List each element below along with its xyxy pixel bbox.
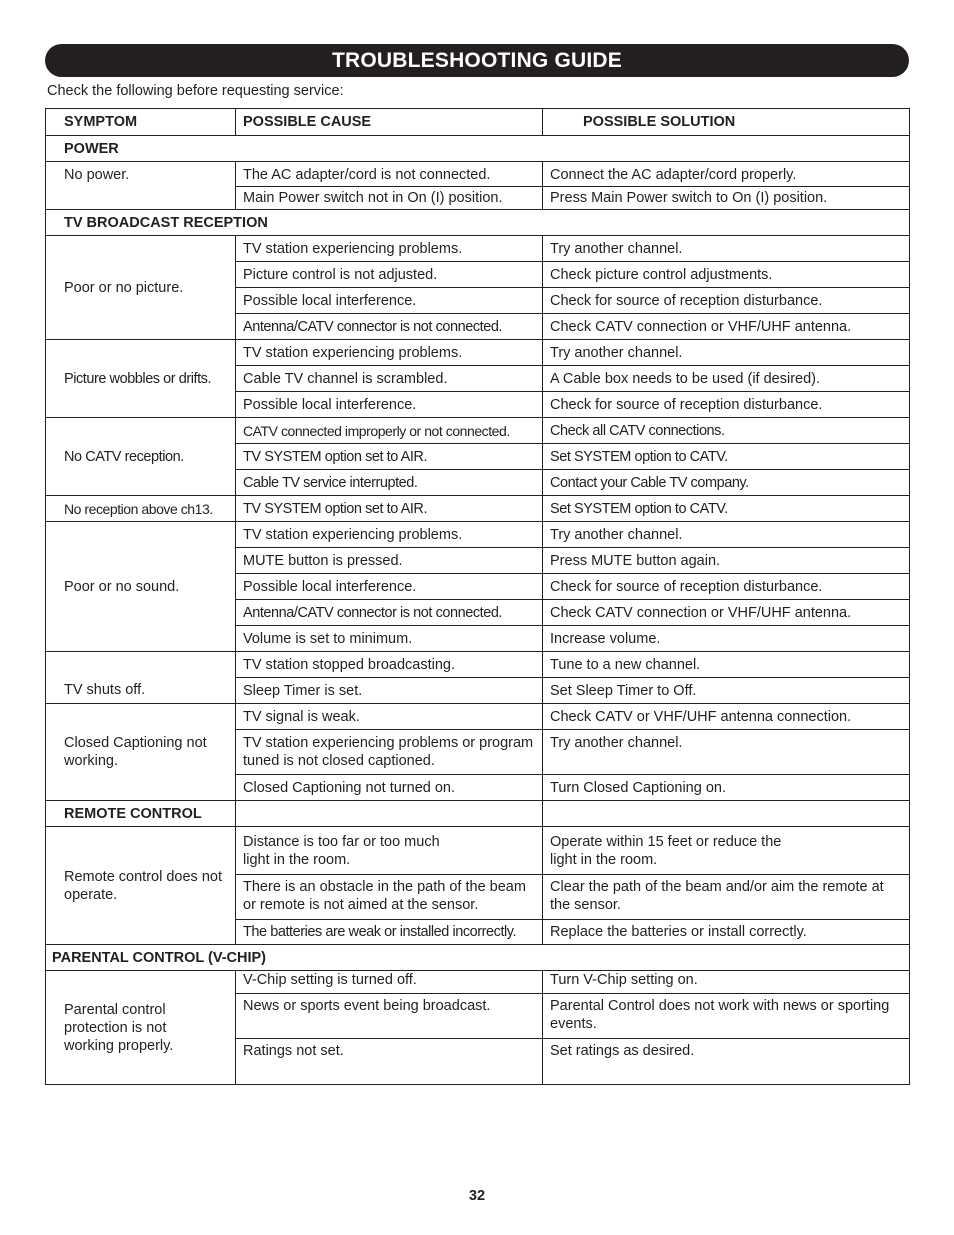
solution-cell: Set ratings as desired. xyxy=(543,1039,910,1085)
table-row xyxy=(46,236,910,262)
solution-cell: Press MUTE button again. xyxy=(543,548,910,574)
solution-cell: Check for source of reception disturbance. xyxy=(543,392,910,418)
cause-cell: News or sports event being broadcast. xyxy=(236,994,543,1039)
solution-cell: Check CATV connection or VHF/UHF antenna. xyxy=(543,314,910,340)
cause-cell: Main Power switch not in On (I) position. xyxy=(236,187,543,210)
solution-cell: A Cable box needs to be used (if desired). xyxy=(543,366,910,392)
cause-cell: Ratings not set. xyxy=(236,1039,543,1085)
cause-cell: TV SYSTEM option set to AIR. xyxy=(236,496,543,522)
section-row-broadcast xyxy=(46,210,910,236)
solution-cell: Increase volume. xyxy=(543,626,910,652)
cause-cell: Volume is set to minimum. xyxy=(236,626,543,652)
solution-cell: Check CATV connection or VHF/UHF antenna. xyxy=(543,600,910,626)
cause-cell: V-Chip setting is turned off. xyxy=(236,971,543,994)
solution-cell: Check CATV or VHF/UHF antenna connection. xyxy=(543,704,910,730)
symptom-cell: Parental control protection is not working properly. xyxy=(46,971,236,1085)
cause-cell: Possible local interference. xyxy=(236,574,543,600)
cause-cell: Possible local interference. xyxy=(236,288,543,314)
cause-cell: Cable TV service interrupted. xyxy=(236,470,543,496)
table-row xyxy=(46,496,910,522)
section-row-remote xyxy=(46,801,910,827)
cause-cell: TV station experiencing problems or program tuned is not closed captioned. xyxy=(236,730,543,775)
header-row xyxy=(46,109,910,136)
solution-cell: Press Main Power switch to On (I) position. xyxy=(543,187,910,210)
solution-cell: Replace the batteries or install correctly. xyxy=(543,920,910,945)
cause-cell: Closed Captioning not turned on. xyxy=(236,775,543,801)
solution-cell: Set Sleep Timer to Off. xyxy=(543,678,910,704)
header-solution: POSSIBLE SOLUTION xyxy=(543,109,910,136)
cause-cell: TV station experiencing problems. xyxy=(236,236,543,262)
solution-cell: Parental Control does not work with news or sporting events. xyxy=(543,994,910,1039)
table-row xyxy=(46,418,910,444)
cause-cell: TV signal is weak. xyxy=(236,704,543,730)
solution-cell: Contact your Cable TV company. xyxy=(543,470,910,496)
cause-cell: TV station experiencing problems. xyxy=(236,340,543,366)
header-symptom: SYMPTOM xyxy=(46,109,236,136)
symptom-cell: Remote control does not operate. xyxy=(46,827,236,945)
solution-cell: Try another channel. xyxy=(543,340,910,366)
empty-cell xyxy=(236,801,543,827)
solution-cell: Try another channel. xyxy=(543,730,910,775)
solution-cell: Check all CATV connections. xyxy=(543,418,910,444)
section-heading-power: POWER xyxy=(46,136,910,162)
solution-cell: Turn Closed Captioning on. xyxy=(543,775,910,801)
cause-cell: CATV connected improperly or not connected. xyxy=(236,418,543,444)
troubleshooting-table xyxy=(45,108,910,1085)
symptom-cell: No CATV reception. xyxy=(46,418,236,496)
symptom-cell: Poor or no picture. xyxy=(46,236,236,340)
cause-cell: Possible local interference. xyxy=(236,392,543,418)
symptom-cell: Poor or no sound. xyxy=(46,522,236,652)
section-heading-broadcast: TV BROADCAST RECEPTION xyxy=(46,210,910,236)
cause-cell: The batteries are weak or installed incorrectly. xyxy=(236,920,543,945)
solution-cell: Try another channel. xyxy=(543,522,910,548)
symptom-cell: No reception above ch13. xyxy=(46,496,236,522)
solution-cell: Tune to a new channel. xyxy=(543,652,910,678)
page-title: TROUBLESHOOTING GUIDE xyxy=(45,44,909,77)
symptom-cell: TV shuts off. xyxy=(46,652,236,704)
cause-cell: Cable TV channel is scrambled. xyxy=(236,366,543,392)
cause-cell: Sleep Timer is set. xyxy=(236,678,543,704)
cause-cell: TV station experiencing problems. xyxy=(236,522,543,548)
page-number: 32 xyxy=(468,1188,486,1204)
section-row-parental xyxy=(46,945,910,971)
table-row xyxy=(46,704,910,730)
cause-cell: There is an obstacle in the path of the beam or remote is not aimed at the sensor. xyxy=(236,875,543,920)
section-row-power xyxy=(46,136,910,162)
solution-cell: Set SYSTEM option to CATV. xyxy=(543,444,910,470)
table-row xyxy=(46,522,910,548)
symptom-cell: Closed Captioning not working. xyxy=(46,704,236,801)
cause-cell: Distance is too far or too much light in the room. xyxy=(236,827,543,875)
table-row xyxy=(46,652,910,678)
solution-cell: Check for source of reception disturbance. xyxy=(543,574,910,600)
section-heading-parental: PARENTAL CONTROL (V-CHIP) xyxy=(46,945,910,971)
solution-cell: Set SYSTEM option to CATV. xyxy=(543,496,910,522)
cause-cell: Antenna/CATV connector is not connected. xyxy=(236,600,543,626)
cause-cell: TV station stopped broadcasting. xyxy=(236,652,543,678)
solution-cell: Check for source of reception disturbance. xyxy=(543,288,910,314)
solution-cell: Connect the AC adapter/cord properly. xyxy=(543,162,910,187)
solution-cell: Clear the path of the beam and/or aim the remote at the sensor. xyxy=(543,875,910,920)
section-heading-remote: REMOTE CONTROL xyxy=(46,801,236,827)
symptom-cell: No power. xyxy=(46,162,236,210)
table-row xyxy=(46,971,910,994)
solution-cell: Turn V-Chip setting on. xyxy=(543,971,910,994)
intro-text: Check the following before requesting service: xyxy=(47,83,344,99)
solution-cell: Try another channel. xyxy=(543,236,910,262)
cause-cell: TV SYSTEM option set to AIR. xyxy=(236,444,543,470)
symptom-cell: Picture wobbles or drifts. xyxy=(46,340,236,418)
cause-cell: MUTE button is pressed. xyxy=(236,548,543,574)
empty-cell xyxy=(543,801,910,827)
cause-cell: Picture control is not adjusted. xyxy=(236,262,543,288)
table-row xyxy=(46,162,910,187)
solution-cell: Check picture control adjustments. xyxy=(543,262,910,288)
table-row xyxy=(46,827,910,875)
table-row xyxy=(46,340,910,366)
header-cause: POSSIBLE CAUSE xyxy=(236,109,543,136)
solution-cell: Operate within 15 feet or reduce the light in the room. xyxy=(543,827,910,875)
cause-cell: Antenna/CATV connector is not connected. xyxy=(236,314,543,340)
cause-cell: The AC adapter/cord is not connected. xyxy=(236,162,543,187)
